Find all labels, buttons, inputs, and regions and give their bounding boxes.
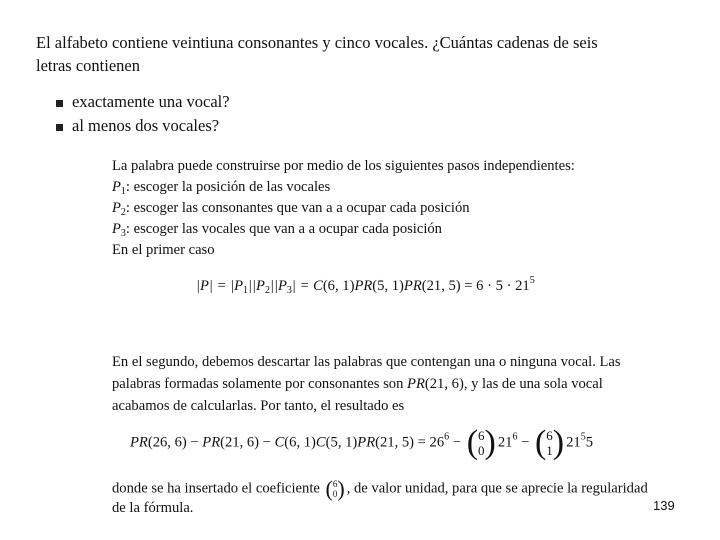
- problem-line-2: letras contienen: [36, 56, 140, 75]
- equation-second-case: PR(26, 6) − PR(21, 6) − C(6, 1)C(5, 1)PR(21, $5) = 26^6 - (6$ 0) $21^6 - (6$ 1) $21^55$: [130, 424, 594, 461]
- second-case-line-2: palabras formadas solamente por consonantes son PR(21, 6), y las de una sola vocal: [112, 376, 603, 392]
- second-case-line-1: En el segundo, debemos descartar las palabras que contengan una o ninguna vocal. Las: [112, 354, 621, 370]
- equation-first-case: $|P| = |P_1||P_2||P_3| = C(6$, 1)PR(5, 1)PR(21, $5) = 6 \cdot 5 \cdot 21^5$: [196, 275, 535, 296]
- problem-line-1: El alfabeto contiene veintiuna consonantes y cinco vocales. ¿Cuántas cadenas de seis: [36, 33, 598, 52]
- closing-line-1: donde se ha insertado el coeficiente (6 0) , de valor unidad, para que se aprecie la regularidad: [112, 476, 648, 501]
- step-text: : escoger la posición de las vocales: [125, 179, 331, 195]
- step-subscript: 3: [120, 228, 126, 239]
- step-label: P: [112, 179, 121, 195]
- step-p3: [112, 221, 442, 239]
- step-subscript: 1: [120, 186, 126, 197]
- bullet-item-2: al menos dos vocales?: [72, 116, 220, 135]
- closing-line-2: de la fórmula.: [112, 500, 194, 516]
- step-p1: [112, 179, 330, 197]
- step-subscript: 2: [120, 207, 126, 218]
- bullet-square-icon: [56, 100, 63, 107]
- bullet-item-1: exactamente una vocal?: [72, 92, 230, 111]
- step-p2: [112, 200, 470, 218]
- step-label: P: [112, 200, 121, 216]
- second-case-line-3: acabamos de calcularlas. Por tanto, el resultado es: [112, 398, 405, 414]
- step-text: : escoger las consonantes que van a a ocupar cada posición: [125, 200, 470, 216]
- first-case-label: En el primer caso: [112, 242, 215, 258]
- bullet-square-icon: [56, 124, 63, 131]
- step-text: : escoger las vocales que van a a ocupar cada posición: [125, 221, 442, 237]
- page-number: 139: [653, 498, 675, 513]
- solution-intro: La palabra puede construirse por medio de los siguientes pasos independientes:: [112, 158, 575, 174]
- step-label: P: [112, 221, 121, 237]
